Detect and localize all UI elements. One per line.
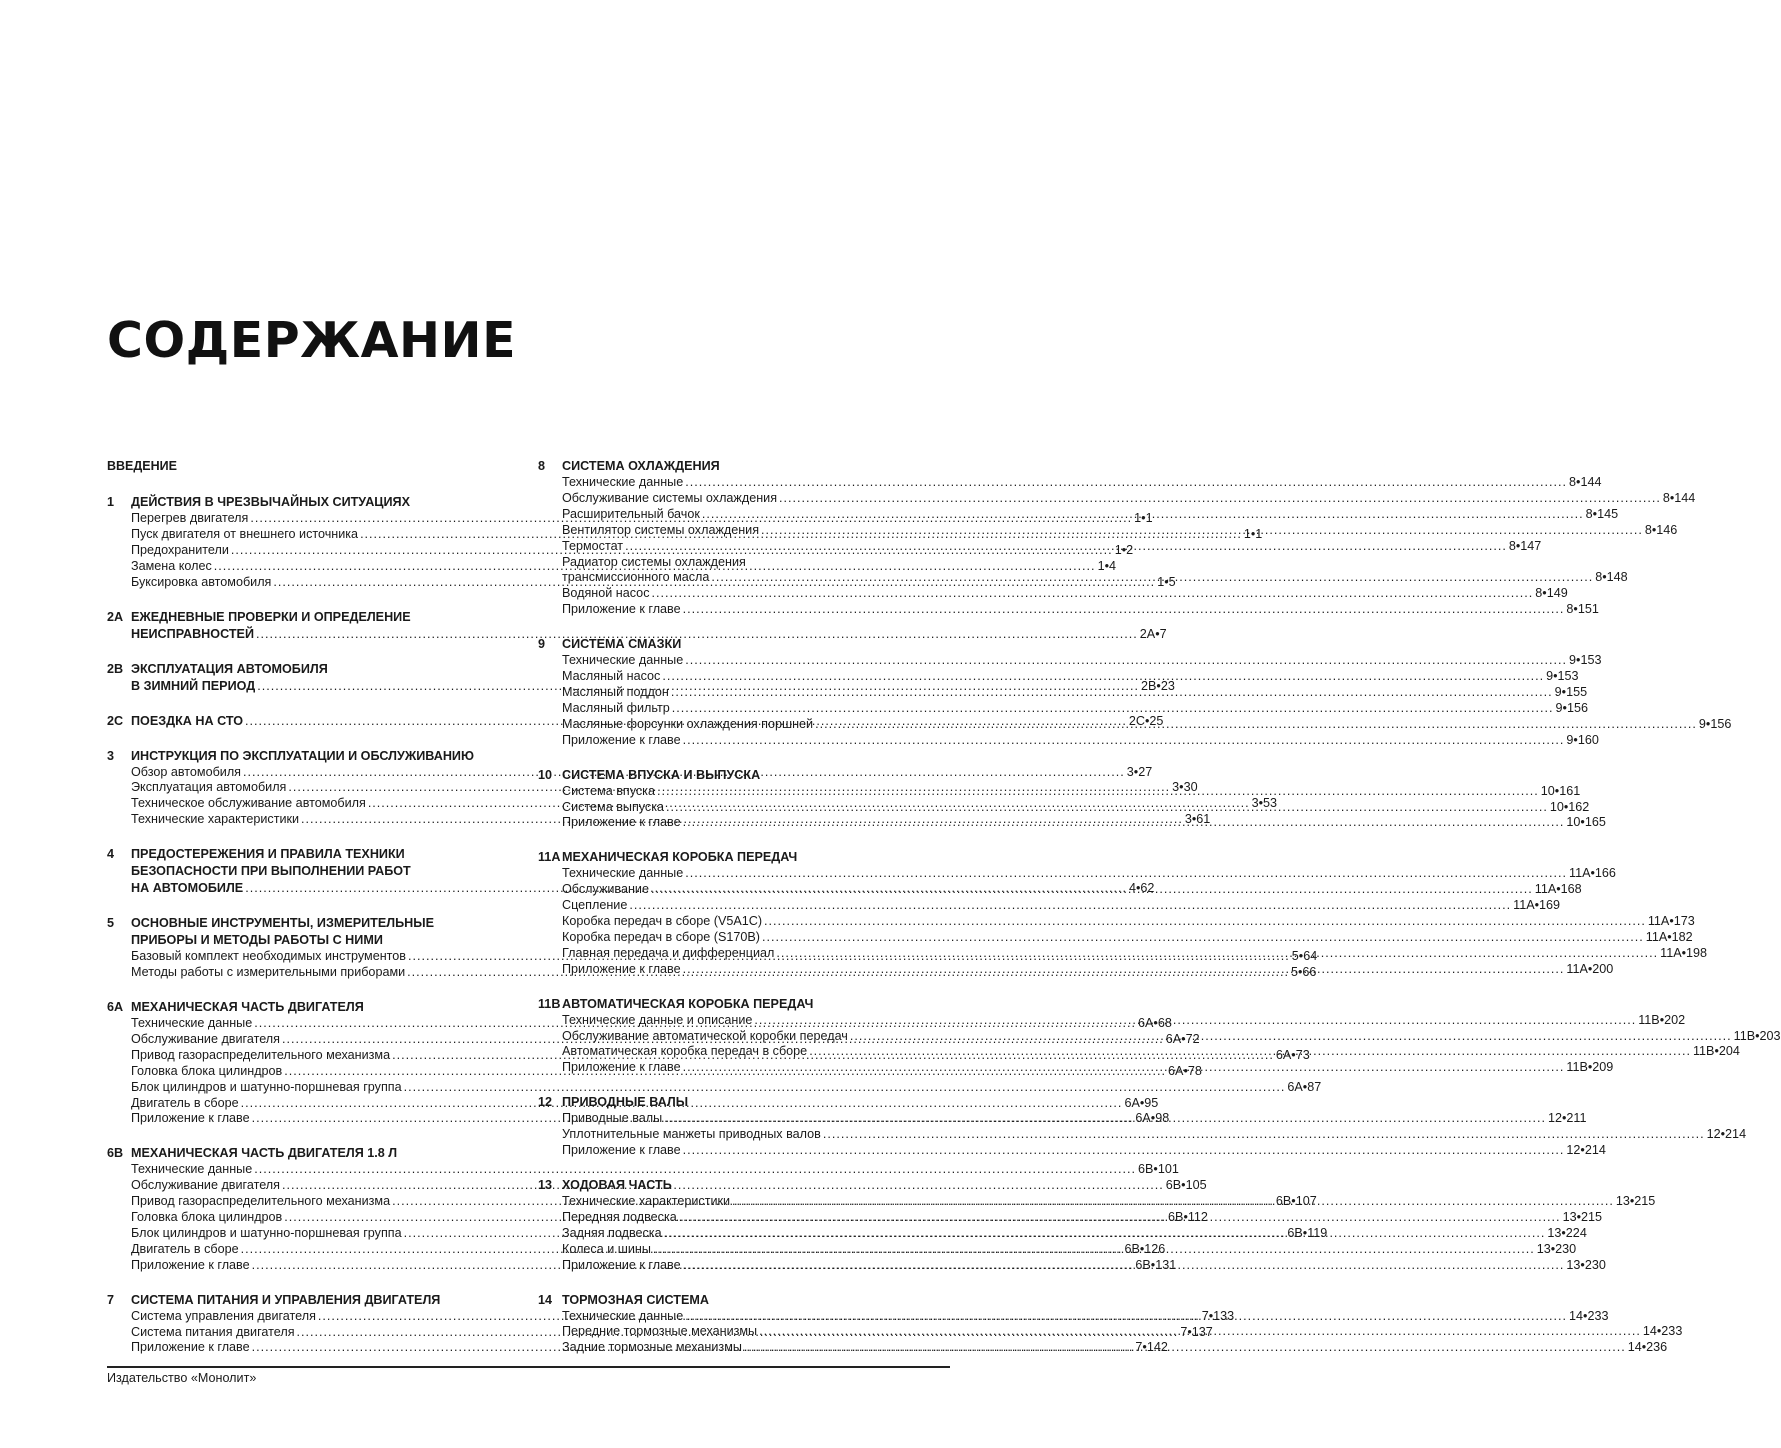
section-title-line: ПРИБОРЫ И МЕТОДЫ РАБОТЫ С НИМИ (131, 933, 383, 948)
entry-page: 14•233 (1569, 1308, 1609, 1323)
entry-page: 9•156 (1555, 700, 1588, 715)
section-title-line: ИНСТРУКЦИЯ ПО ЭКСПЛУАТАЦИИ И ОБСЛУЖИВАНИЮ (131, 748, 474, 763)
toc-entry[interactable] (562, 1127, 1747, 1143)
dot-leader (666, 800, 1548, 816)
toc-entry[interactable] (562, 653, 1602, 669)
entry-page: 1•1 (1243, 526, 1263, 541)
section-number: 2A (107, 609, 124, 624)
section-title-line: СИСТЕМА ВПУСКА И ВЫПУСКА (562, 767, 761, 782)
entry-page: 14•233 (1642, 1324, 1683, 1339)
entry-page: 1•2 (1114, 542, 1134, 557)
section-heading[interactable] (107, 1145, 519, 1162)
entry-page: 11А•166 (1569, 866, 1616, 881)
toc-entry[interactable] (562, 669, 1579, 685)
dot-leader (657, 784, 1539, 800)
entry-label: Приводные валы (562, 1111, 663, 1126)
entry-label: Обслуживание двигателя (131, 1031, 280, 1046)
toc-entry[interactable] (562, 602, 1599, 618)
section-title (562, 1292, 950, 1309)
dot-leader (625, 539, 1507, 555)
section-title (562, 458, 950, 475)
entry-label: Расширительный бачок (562, 506, 700, 521)
dot-leader (702, 507, 1584, 523)
entry-label: трансмиссионного масла (562, 570, 710, 585)
entry-label: Главная передача и дифференциал (562, 945, 775, 960)
entry-label: Система выпуска (562, 799, 665, 814)
entry-page: 8•145 (1585, 506, 1619, 521)
entry-label: Техническое обслуживание автомобиля (131, 796, 366, 811)
entry-label: Система питания двигателя (131, 1324, 295, 1339)
entry-label: Технические данные и описание (562, 1012, 753, 1027)
entry-label: Передняя подвеска (562, 1209, 677, 1224)
section-title (562, 767, 950, 784)
entry-label: Коробка передач в сборе (S170B) (562, 929, 760, 944)
entry-label: Технические данные (131, 1015, 253, 1030)
dot-leader (683, 1258, 1565, 1274)
entry-label: Технические данные (562, 475, 684, 489)
section-heading[interactable] (538, 1292, 950, 1309)
section-number: 5 (107, 916, 115, 931)
entry-label: Вентилятор системы охлаждения (562, 522, 760, 537)
entry-page: 11А•168 (1534, 882, 1582, 897)
section-title (131, 494, 519, 511)
entry-label: Обслуживание системы охлаждения (562, 490, 778, 505)
entry-label: Двигатель в сборе (131, 1241, 239, 1256)
entry-page: 10•165 (1566, 815, 1606, 830)
entry-label: Водяной насос (562, 586, 650, 601)
section-title-line: ЭКСПЛУАТАЦИЯ АВТОМОБИЛЯ (131, 661, 328, 676)
entry-label: Задняя подвеска (562, 1225, 662, 1240)
section-title (562, 636, 950, 653)
entry-label: Перегрев двигателя (131, 511, 249, 525)
section-title (562, 1094, 950, 1111)
toc-entry[interactable] (562, 732, 1599, 749)
dot-leader (776, 946, 1658, 962)
section-number: 11A (538, 850, 561, 865)
entry-label: Технические данные (562, 1308, 684, 1323)
entry-label: Передние тормозные механизмы (562, 1324, 758, 1339)
entry-page: 6А•73 (1275, 1047, 1310, 1062)
toc-intro: ВВЕДЕНИЕ (107, 459, 177, 473)
entry-label: Приложение к главе (562, 732, 681, 747)
entry-page: 6А•95 (1124, 1095, 1159, 1110)
entry-page: 11В•209 (1566, 1060, 1614, 1075)
section-heading[interactable] (107, 999, 519, 1016)
dot-leader (653, 1242, 1535, 1258)
section-number: 14 (538, 1292, 553, 1307)
entry-page: 11А•182 (1645, 929, 1693, 944)
section-title (131, 1292, 519, 1309)
entry-page: 11В•202 (1638, 1012, 1686, 1027)
entry-page: 9•153 (1546, 669, 1579, 684)
dot-leader (683, 733, 1565, 749)
dot-leader (732, 1194, 1614, 1210)
dot-leader (685, 653, 1567, 669)
entry-label: Методы работы с измерительными приборами (131, 965, 406, 980)
entry-page: 13•215 (1562, 1209, 1602, 1224)
dot-leader (662, 669, 1544, 685)
entry-page: 8•146 (1644, 522, 1678, 537)
entry-label: Приложение к главе (562, 961, 681, 976)
entry-page: 13•230 (1536, 1241, 1577, 1256)
section-title (562, 849, 950, 866)
entry-page: 13•224 (1547, 1225, 1587, 1240)
dot-leader (683, 602, 1565, 618)
entry-label: Термостат (562, 538, 624, 553)
section-number: 13 (538, 1178, 553, 1192)
entry-page: 6А•78 (1168, 1063, 1202, 1078)
entry-label: Пуск двигателя от внешнего источника (131, 526, 359, 541)
dot-leader (629, 898, 1511, 914)
entry-label: Приложение к главе (562, 602, 681, 617)
section-title (131, 999, 519, 1016)
entry-label: Базовый комплект необходимых инструментов (131, 949, 406, 964)
section-number: 6A (107, 999, 124, 1014)
entry-page: 8•149 (1535, 586, 1568, 601)
entry-page: 9•156 (1698, 716, 1732, 731)
section-heading[interactable] (538, 458, 950, 475)
dot-leader (679, 1210, 1561, 1226)
entry-page: 7•142 (1135, 1340, 1168, 1355)
section-page: 2А•7 (1139, 626, 1167, 641)
entry-label: Масляные форсунки охлаждения поршней (562, 716, 814, 731)
entry-label: Обслуживание автоматической коробки передач (562, 1028, 848, 1043)
toc-entry[interactable] (562, 929, 1693, 946)
entry-label: Предохранители (131, 542, 229, 557)
dot-leader (685, 1309, 1567, 1325)
entry-page: 1•1 (1134, 511, 1153, 525)
section-number: 12 (538, 1095, 553, 1110)
section-heading[interactable] (538, 996, 950, 1013)
section-title-line: ПРЕДОСТЕРЕЖЕНИЯ И ПРАВИЛА ТЕХНИКИ (131, 847, 405, 862)
entry-label: Коробка передач в сборе (V5A1C) (562, 914, 763, 929)
entry-label: Двигатель в сборе (131, 1095, 239, 1110)
entry-page: 3•61 (1184, 812, 1211, 827)
section-heading[interactable] (538, 1094, 950, 1111)
entry-page: 10•162 (1549, 799, 1590, 814)
section-number: 9 (538, 637, 546, 652)
entry-label: Приложение к главе (131, 1111, 250, 1126)
entry-label: Технические характеристики (131, 812, 300, 827)
section-title-line: ТОРМОЗНАЯ СИСТЕМА (562, 1292, 709, 1307)
section-title-line: ЕЖЕДНЕВНЫЕ ПРОВЕРКИ И ОПРЕДЕЛЕНИЕ (131, 609, 411, 624)
entry-page: 11В•204 (1692, 1044, 1740, 1059)
section-title-line: МЕХАНИЧЕСКАЯ ЧАСТЬ ДВИГАТЕЛЯ 1.8 Л (131, 1146, 398, 1161)
section-title-line: ПРИВОДНЫЕ ВАЛЫ (562, 1095, 689, 1110)
entry-label: Технические данные (562, 653, 684, 668)
dot-leader (683, 1143, 1565, 1159)
toc-entry[interactable] (562, 586, 1568, 602)
section-number: 2B (107, 661, 124, 676)
entry-label: Технические данные (131, 1162, 253, 1177)
entry-page: 10•161 (1540, 783, 1581, 798)
toc-entry[interactable] (131, 1162, 1179, 1178)
toc-entry[interactable] (562, 914, 1695, 930)
entry-label: Автоматическая коробка передач в сборе (562, 1044, 808, 1059)
section-title-line: ХОДОВАЯ ЧАСТЬ (562, 1178, 672, 1192)
entry-label: Замена колес (131, 558, 212, 573)
toc-entry[interactable] (562, 490, 1696, 507)
entry-label: Эксплуатация автомобиля (131, 780, 287, 795)
entry-label: Сцепление (562, 898, 628, 913)
section-heading[interactable] (107, 494, 519, 511)
dot-leader (683, 815, 1565, 831)
page-title: СОДЕРЖАНИЕ (107, 312, 517, 369)
section-number: 10 (538, 767, 553, 782)
entry-label: Приложение к главе (562, 815, 681, 830)
entry-label: Технические данные (562, 866, 684, 881)
section-number: 1 (107, 495, 115, 509)
entry-page: 11А•169 (1513, 898, 1561, 913)
dot-leader (671, 685, 1553, 701)
entry-page: 6А•98 (1135, 1111, 1170, 1126)
section-number: 11B (538, 996, 561, 1011)
entry-page: 3•30 (1172, 780, 1198, 795)
entry-page: 6А•68 (1138, 1015, 1172, 1030)
section-title-line: АВТОМАТИЧЕСКАЯ КОРОБКА ПЕРЕДАЧ (562, 996, 814, 1011)
toc-entry[interactable] (562, 700, 1588, 717)
entry-label: Задние тормозные механизмы (562, 1340, 742, 1355)
section-heading[interactable] (107, 915, 519, 949)
section-heading[interactable] (538, 767, 950, 784)
section-title (562, 996, 950, 1013)
toc-entry[interactable] (562, 475, 1602, 491)
entry-label: Привод газораспределительного механизма (131, 1047, 391, 1062)
entry-label: Блок цилиндров и шатунно-поршневая группа (131, 1225, 402, 1240)
dot-leader (762, 930, 1644, 946)
dot-leader (664, 1226, 1546, 1242)
entry-page: 1•5 (1157, 574, 1176, 589)
section-number: 2C (107, 713, 124, 728)
dot-leader (815, 717, 1697, 733)
entry-page: 1•4 (1097, 558, 1116, 573)
dot-leader (764, 914, 1646, 930)
entry-page: 6В•112 (1168, 1210, 1208, 1225)
toc-entry[interactable] (131, 1079, 1322, 1096)
entry-page: 7•133 (1201, 1308, 1235, 1323)
section-title-line: СИСТЕМА ОХЛАЖДЕНИЯ (562, 459, 720, 473)
entry-label: Буксировка автомобиля (131, 574, 272, 589)
footer-divider (107, 1366, 950, 1368)
entry-page: 6В•101 (1138, 1162, 1179, 1177)
dot-leader (664, 1111, 1546, 1127)
section-title-line: НА АВТОМОБИЛЕ (131, 881, 244, 896)
entry-page: 6А•87 (1287, 1079, 1322, 1094)
entry-label: Головка блока цилиндров (131, 1063, 283, 1078)
dot-leader (779, 491, 1661, 507)
section-number: 4 (107, 847, 115, 862)
section-number: 7 (107, 1292, 115, 1307)
section-title-line: В ЗИМНИЙ ПЕРИОД (131, 678, 256, 693)
entry-label: Приложение к главе (562, 1257, 681, 1272)
toc-entry-line: Радиатор системы охлаждения (562, 554, 746, 569)
entry-page: 5•64 (1291, 949, 1318, 964)
dot-leader (672, 701, 1554, 717)
entry-label: Масляный фильтр (562, 700, 670, 715)
entry-page: 13•230 (1566, 1257, 1606, 1272)
entry-page: 11А•198 (1660, 945, 1708, 960)
entry-label: Уплотнительные манжеты приводных валов (562, 1127, 821, 1142)
dot-leader (754, 1013, 1636, 1029)
section-title-line: НЕИСПРАВНОСТЕЙ (131, 626, 254, 641)
section-title (131, 1145, 519, 1162)
section-number: 8 (538, 459, 546, 473)
entry-page: 9•155 (1554, 684, 1588, 699)
entry-page: 9•153 (1569, 653, 1602, 668)
toc-entry[interactable] (562, 898, 1561, 914)
entry-page: 3•53 (1251, 796, 1278, 811)
toc-entry[interactable] (562, 1143, 1606, 1159)
section-title-line: БЕЗОПАСНОСТИ ПРИ ВЫПОЛНЕНИИ РАБОТ (131, 864, 411, 879)
dot-leader (711, 570, 1593, 586)
dot-leader (744, 1340, 1626, 1356)
entry-page: 6В•131 (1135, 1257, 1177, 1272)
section-title-line: ПОЕЗДКА НА СТО (131, 713, 244, 728)
section-title-line: СИСТЕМА СМАЗКИ (562, 637, 682, 652)
section-title-line: ОСНОВНЫЕ ИНСТРУМЕНТЫ, ИЗМЕРИТЕЛЬНЫЕ (131, 916, 434, 931)
dot-leader (850, 1029, 1732, 1045)
dot-leader (683, 962, 1565, 978)
entry-label: Система впуска (562, 783, 655, 798)
section-page: 2С•25 (1128, 713, 1164, 728)
section-number: 6B (107, 1146, 124, 1161)
entry-label: Система управления двигателя (131, 1308, 316, 1323)
entry-label: Привод газораспределительного механизма (131, 1194, 391, 1209)
section-heading[interactable] (538, 1177, 950, 1194)
entry-page: 12•214 (1706, 1127, 1747, 1142)
entry-page: 6В•126 (1124, 1241, 1166, 1256)
entry-label: Масляный насос (562, 669, 661, 684)
entry-page: 9•160 (1566, 732, 1599, 747)
entry-page: 12•214 (1566, 1143, 1606, 1158)
section-heading[interactable] (107, 748, 519, 765)
dot-leader (652, 586, 1534, 602)
dot-leader (809, 1044, 1691, 1060)
entry-page: 14•236 (1627, 1340, 1668, 1355)
entry-label: Технические характеристики (562, 1194, 731, 1208)
entry-label: Блок цилиндров и шатунно-поршневая группа (131, 1079, 402, 1094)
publisher-footer: Издательство «Монолит» (107, 1371, 257, 1385)
dot-leader (823, 1127, 1705, 1143)
entry-page: 12•211 (1547, 1111, 1587, 1126)
section-page: 4•62 (1129, 881, 1155, 896)
entry-page: 8•151 (1566, 602, 1599, 617)
entry-label: Приложение к главе (562, 1143, 681, 1158)
dot-leader (651, 882, 1533, 898)
entry-page: 5•66 (1290, 965, 1317, 980)
section-page: 2В•23 (1141, 678, 1175, 693)
entry-label: Головка блока цилиндров (131, 1210, 283, 1225)
section-title-line: СИСТЕМА ПИТАНИЯ И УПРАВЛЕНИЯ ДВИГАТЕЛЯ (131, 1292, 441, 1307)
section-title-line: МЕХАНИЧЕСКАЯ ЧАСТЬ ДВИГАТЕЛЯ (131, 999, 364, 1014)
entry-page: 6В•105 (1165, 1178, 1207, 1193)
entry-label: Приложение к главе (131, 1340, 250, 1355)
section-heading[interactable] (107, 1292, 519, 1309)
entry-page: 6В•119 (1287, 1225, 1328, 1240)
entry-label: Приложение к главе (562, 1060, 681, 1075)
section-title-line: ДЕЙСТВИЯ В ЧРЕЗВЫЧАЙНЫХ СИТУАЦИЯХ (131, 495, 410, 509)
entry-page: 11А•200 (1566, 961, 1614, 976)
entry-page: 6А•72 (1165, 1031, 1200, 1046)
section-title-line: МЕХАНИЧЕСКАЯ КОРОБКА ПЕРЕДАЧ (562, 850, 798, 865)
section-number: 3 (107, 748, 115, 763)
dot-leader (685, 475, 1567, 491)
section-title (131, 748, 519, 765)
entry-page: 3•27 (1126, 764, 1153, 779)
toc-entry[interactable] (562, 866, 1616, 882)
section-heading[interactable] (538, 636, 950, 653)
entry-page: 8•147 (1508, 538, 1542, 553)
entry-label: Обслуживание (562, 882, 649, 897)
entry-label: Обзор автомобиля (131, 764, 241, 779)
dot-leader (683, 1060, 1565, 1076)
entry-page: 8•144 (1662, 490, 1696, 505)
dot-leader (761, 523, 1643, 539)
entry-page: 8•148 (1595, 570, 1628, 585)
dot-leader (685, 866, 1567, 882)
entry-page: 11А•173 (1647, 914, 1695, 929)
dot-leader (759, 1324, 1641, 1340)
entry-label: Обслуживание двигателя (131, 1178, 280, 1193)
entry-page: 13•215 (1615, 1194, 1656, 1208)
entry-page: 8•144 (1569, 475, 1602, 489)
entry-label: Колеса и шины (562, 1241, 651, 1256)
entry-page: 11В•203 (1733, 1028, 1781, 1043)
entry-label: Приложение к главе (131, 1257, 250, 1272)
section-title (131, 915, 519, 949)
entry-page: 7•137 (1180, 1324, 1213, 1339)
entry-label: Масляный поддон (562, 684, 669, 699)
section-title (562, 1177, 950, 1194)
toc-entry[interactable] (131, 1257, 1177, 1274)
entry-page: 6В•107 (1275, 1194, 1317, 1209)
section-heading[interactable] (538, 849, 950, 866)
